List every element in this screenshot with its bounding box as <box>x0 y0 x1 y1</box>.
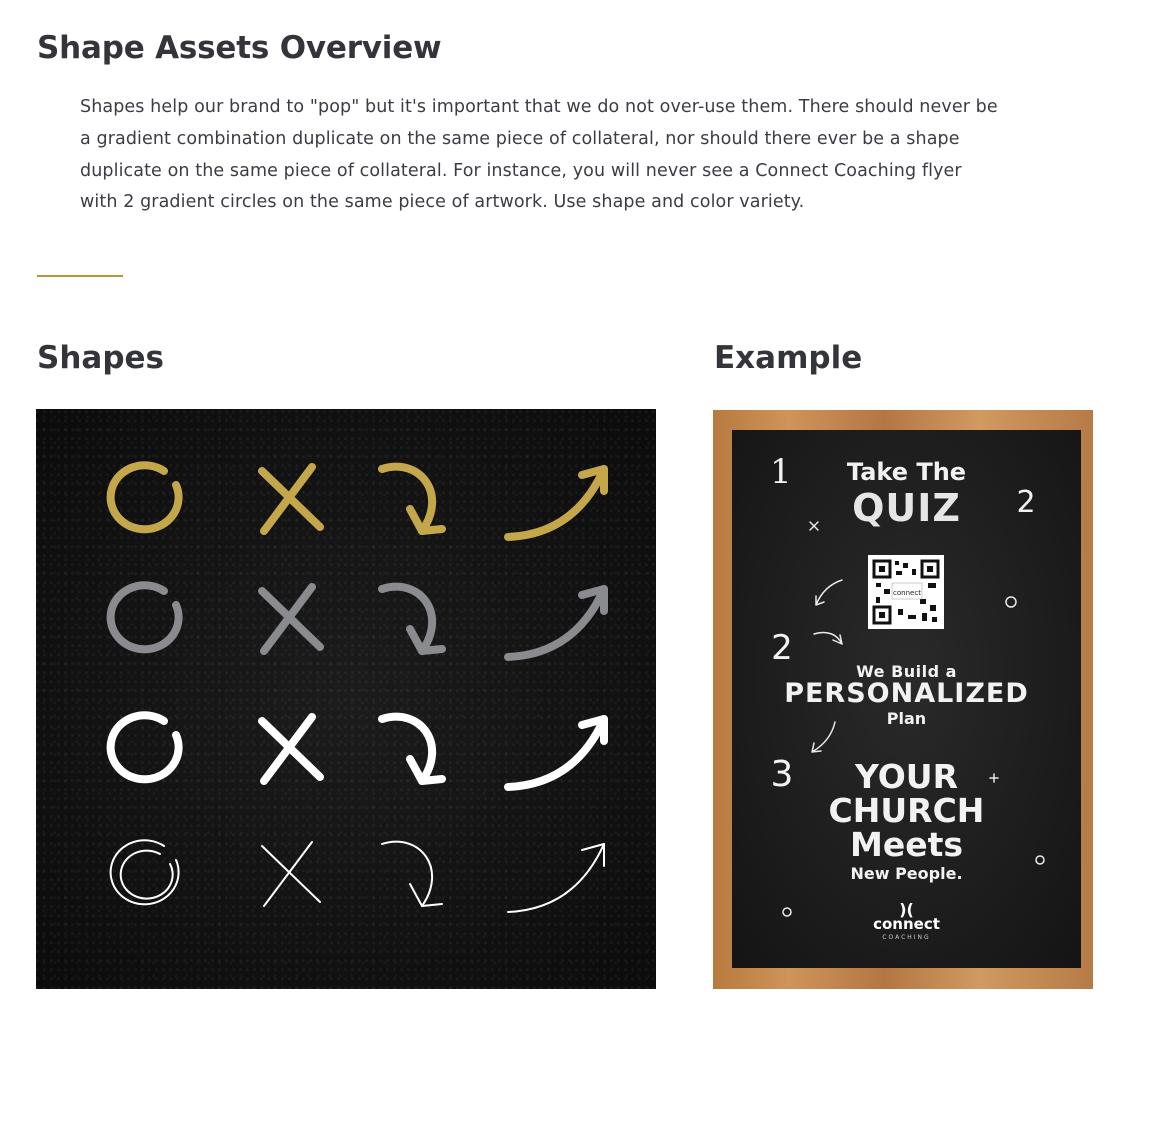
flyer-personalized: PERSONALIZED <box>784 678 1029 709</box>
white-x-icon <box>262 717 320 781</box>
brand-glyph-icon: )( <box>899 900 914 919</box>
gray-curved-arrow-icon <box>382 587 442 651</box>
flyer-step-3: 3 <box>770 754 794 795</box>
gold-circle-icon <box>111 465 179 529</box>
flyer-your: YOUR <box>855 757 958 796</box>
outline-x-icon <box>262 842 320 906</box>
doodle-arrow-icon <box>816 580 842 605</box>
brand-subtitle: COACHING <box>882 934 931 941</box>
flyer-chalkboard <box>732 430 1081 968</box>
gray-circle-icon <box>111 585 179 649</box>
example-heading: Example <box>714 340 863 376</box>
qr-code-graphic <box>868 555 944 629</box>
flyer-step-1: 1 <box>770 452 792 492</box>
gold-arrow-icon <box>508 469 604 537</box>
gray-x-icon <box>262 587 320 651</box>
white-circle-icon <box>111 715 179 779</box>
white-arrow-icon <box>508 719 604 787</box>
gold-curved-arrow-icon <box>382 467 442 531</box>
page-title: Shape Assets Overview <box>37 30 442 66</box>
gray-arrow-icon <box>508 589 604 657</box>
flyer-step-2-mark: 2 <box>1016 485 1036 520</box>
flyer-plan: Plan <box>886 709 927 728</box>
flyer-new-people: New People. <box>850 864 963 883</box>
flyer-take-the: Take The <box>846 458 967 486</box>
qr-label: connect <box>893 589 921 597</box>
outline-curved-arrow-icon <box>382 842 442 906</box>
flyer-church: CHURCH <box>828 791 985 830</box>
intro-paragraph: Shapes help our brand to "pop" but it's important that we do not over-use them. There should never be a gradient combination duplicate on the same piece of collateral, nor should there ever be a shape duplicate on the same piece of collateral. For instance, you will never see a Connect Coaching flyer with 2 gradient circles on the same piece of artwork. Use shape and color variety. <box>80 97 998 213</box>
shapes-chalkboard-image <box>36 409 656 989</box>
section-divider <box>37 275 123 277</box>
doodle-circle-icon <box>1006 597 1016 607</box>
flyer-quiz: QUIZ <box>852 486 961 530</box>
qr-code <box>868 555 944 629</box>
outline-arrow-icon <box>508 844 604 912</box>
shapes-heading: Shapes <box>37 340 164 376</box>
flyer-we-build: We Build a <box>856 662 957 681</box>
white-curved-arrow-icon <box>382 717 442 781</box>
example-flyer-image <box>713 410 1093 989</box>
doodle-arrow-icon <box>814 632 842 644</box>
connect-coaching-logo <box>732 900 1081 945</box>
gold-x-icon <box>262 467 320 531</box>
flyer-meets: Meets <box>849 825 964 864</box>
flyer-step-2: 2 <box>771 628 793 668</box>
brand-name: connect <box>873 915 940 933</box>
outline-circle-icon <box>111 840 179 904</box>
shapes-grid <box>36 409 656 989</box>
